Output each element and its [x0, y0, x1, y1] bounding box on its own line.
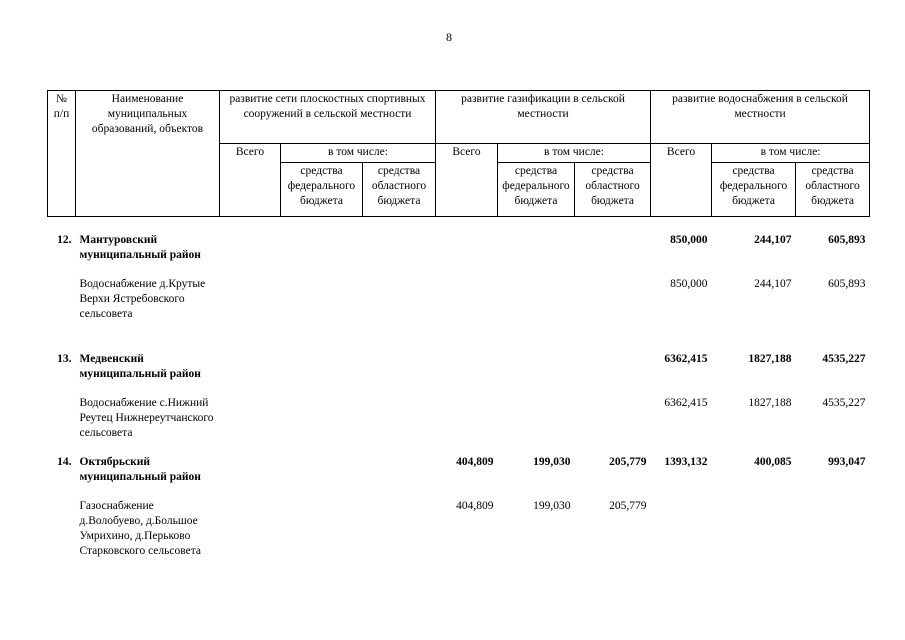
row-value	[436, 388, 498, 447]
header-name: Наименование муниципальных образований, объектов	[76, 91, 220, 217]
page-number: 8	[446, 30, 452, 44]
row-value	[220, 491, 281, 565]
row-value: 850,000	[670, 278, 708, 290]
row-value	[498, 388, 575, 447]
district-row	[48, 447, 870, 491]
row-value	[220, 447, 281, 491]
row-value	[363, 269, 436, 328]
row-value	[363, 388, 436, 447]
row-value	[281, 328, 363, 388]
object-row	[48, 388, 870, 447]
budget-table	[47, 90, 870, 565]
header-regional: средства областного бюджета	[796, 163, 870, 217]
row-value: 199,030	[533, 500, 571, 512]
row-value	[651, 491, 712, 565]
header-total: Всего	[436, 144, 498, 217]
row-value: 199,030	[533, 456, 571, 468]
row-value: 605,893	[828, 278, 866, 290]
row-number	[48, 491, 76, 565]
header-group-gas: развитие газификации в сельской местности	[436, 91, 651, 144]
row-value	[220, 269, 281, 328]
row-number: 14.	[57, 456, 72, 468]
row-value: 1393,132	[664, 456, 708, 468]
header-including: в том числе:	[281, 144, 436, 163]
row-number: 13.	[57, 353, 72, 365]
row-number	[48, 388, 76, 447]
row-value: 404,809	[456, 500, 494, 512]
row-value	[363, 447, 436, 491]
header-federal: средства федерального бюджета	[281, 163, 363, 217]
row-name: Водоснабжение с.Нижний Реутец Нижнереутчанского сельсовета	[79, 397, 214, 439]
row-value	[575, 388, 651, 447]
row-name: Водоснабжение д.Крутые Верхи Ястребовского сельсовета	[79, 278, 206, 320]
row-name: Мантуровский муниципальный район	[79, 234, 201, 261]
row-value	[363, 217, 436, 270]
object-row	[48, 269, 870, 328]
row-value	[436, 269, 498, 328]
row-value	[281, 388, 363, 447]
object-row	[48, 491, 870, 565]
row-value	[796, 491, 870, 565]
district-row	[48, 328, 870, 388]
row-value: 205,779	[609, 500, 647, 512]
row-value	[220, 217, 281, 270]
row-value	[281, 217, 363, 270]
row-value: 404,809	[456, 456, 494, 468]
row-value	[575, 328, 651, 388]
row-value	[363, 328, 436, 388]
row-value	[363, 491, 436, 565]
district-row	[48, 217, 870, 270]
row-value: 400,085	[754, 456, 792, 468]
header-num: № п/п	[48, 91, 76, 217]
row-value	[575, 269, 651, 328]
row-number: 12.	[57, 234, 72, 246]
row-value: 1827,188	[748, 353, 792, 365]
row-value	[436, 217, 498, 270]
row-value	[436, 328, 498, 388]
row-value: 6362,415	[664, 353, 708, 365]
row-number	[48, 269, 76, 328]
row-value	[712, 491, 796, 565]
header-federal: средства федерального бюджета	[712, 163, 796, 217]
row-value: 605,893	[828, 234, 866, 246]
header-regional: средства областного бюджета	[575, 163, 651, 217]
row-value: 244,107	[754, 234, 792, 246]
header-regional: средства областного бюджета	[363, 163, 436, 217]
row-value: 1827,188	[748, 397, 792, 409]
row-value	[220, 388, 281, 447]
header-group-sports: развитие сети плоскостных спортивных сооружений в сельской местности	[220, 91, 436, 144]
row-value	[220, 328, 281, 388]
header-federal: средства федерального бюджета	[498, 163, 575, 217]
row-value	[575, 217, 651, 270]
row-value: 6362,415	[664, 397, 708, 409]
row-value: 850,000	[670, 234, 708, 246]
row-value	[281, 269, 363, 328]
row-value	[498, 328, 575, 388]
row-value	[498, 217, 575, 270]
header-total: Всего	[220, 144, 281, 217]
row-value	[498, 269, 575, 328]
row-value	[281, 447, 363, 491]
header-total: Всего	[651, 144, 712, 217]
row-value: 993,047	[828, 456, 866, 468]
row-name: Октябрьский муниципальный район	[79, 456, 201, 483]
row-value: 244,107	[754, 278, 792, 290]
row-value: 4535,227	[822, 353, 866, 365]
row-name: Газоснабжение д.Волобуево, д.Большое Умрихино, д.Перьково Старковского сельсовета	[79, 500, 201, 557]
row-value: 205,779	[609, 456, 647, 468]
row-value	[281, 491, 363, 565]
header-group-water: развитие водоснабжения в сельской местности	[651, 91, 870, 144]
table-body	[48, 217, 870, 566]
row-name: Медвенский муниципальный район	[79, 353, 201, 380]
header-including: в том числе:	[498, 144, 651, 163]
row-value: 4535,227	[822, 397, 866, 409]
header-including: в том числе:	[712, 144, 870, 163]
